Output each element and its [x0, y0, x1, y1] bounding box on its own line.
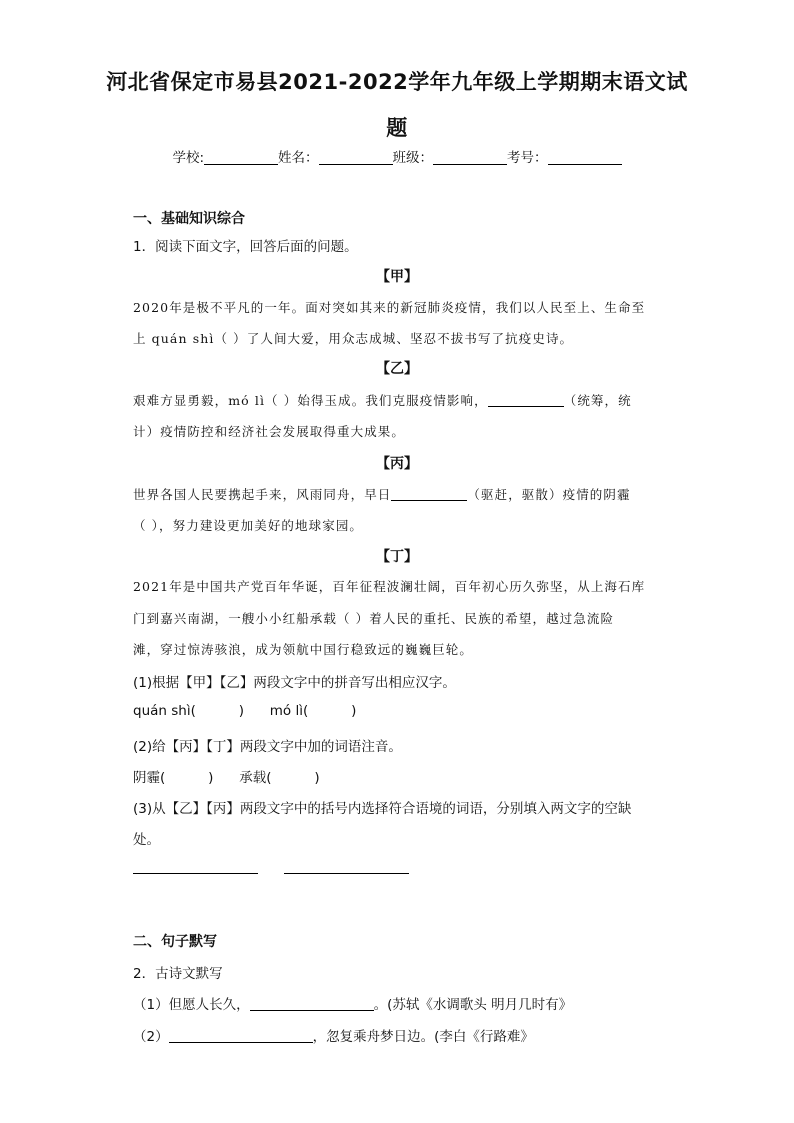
dictation-item-2: （2） ，忽复乘舟梦日边。(李白《行路难》: [133, 1029, 534, 1045]
document-title-continued: 题: [386, 116, 408, 140]
school-field[interactable]: [204, 150, 278, 165]
student-info-row: [0, 146, 794, 166]
section-heading-dictation: 二、句子默写: [133, 934, 217, 950]
bing-answer-blank[interactable]: [391, 488, 467, 501]
passage-bing-line-2: （ ），努力建设更加美好的地球家园。: [133, 518, 364, 533]
answer-line-2[interactable]: [284, 873, 409, 874]
answer-line-1[interactable]: [133, 873, 258, 874]
sub-question-1: (1)根据【甲】【乙】两段文字中的拼音写出相应汉字。: [133, 675, 456, 691]
passage-ding-label: 【丁】: [376, 549, 418, 565]
passage-ding-line-2: 门到嘉兴南湖，一艘小小红船承载（ ）着人民的重托、民族的希望，越过急流险: [133, 611, 615, 626]
passage-bing-line-1: 世界各国人民要携起手来，风雨同舟，早日 （驱赶，驱散）疫情的阴霾: [133, 487, 631, 502]
document-title: 河北省保定市易县2021-2022学年九年级上学期期末语文试: [106, 70, 688, 94]
name-field[interactable]: [319, 150, 393, 165]
sub-question-2: (2)给【丙】【丁】两段文字中加的词语注音。: [133, 739, 402, 755]
yi-answer-blank[interactable]: [488, 394, 564, 407]
passage-yi-label: 【乙】: [376, 361, 418, 377]
section-heading-basics: 一、基础知识综合: [133, 211, 245, 227]
passage-ding-line-3: 滩，穿过惊涛骇浪，成为领航中国行稳致远的巍巍巨轮。: [133, 642, 474, 657]
sub-question-3-line-2: 处。: [133, 832, 160, 848]
passage-jia-line-2: 上 quán shì（ ）了人间大爱，用众志成城、坚忍不拔书写了抗疫史诗。: [133, 331, 574, 346]
dictation-blank-2[interactable]: [169, 1030, 313, 1043]
passage-yi-line-1: 艰难方显勇毅，mó lì（ ）始得玉成。我们克服疫情影响， （统筹，统: [133, 393, 632, 408]
passage-jia-line-1: 2020年是极不平凡的一年。面对突如其来的新冠肺炎疫情，我们以人民至上、生命至: [133, 300, 646, 315]
dictation-item-1: （1）但愿人长久， 。(苏轼《水调歌头 明月几时有》: [133, 997, 573, 1013]
passage-ding-line-1: 2021年是中国共产党百年华诞，百年征程波澜壮阔，百年初心历久弥坚，从上海石库: [133, 579, 646, 594]
dictation-blank-1[interactable]: [250, 998, 374, 1011]
school-label: 学校:: [172, 150, 205, 166]
question-2-intro: 2．古诗文默写: [133, 966, 223, 982]
class-field[interactable]: [433, 150, 507, 165]
passage-bing-label: 【丙】: [376, 456, 418, 472]
sub-question-1-answer-row[interactable]: quán shì( ) mó lì( ): [133, 703, 357, 719]
passage-yi-line-2: 计）疫情防控和经济社会发展取得重大成果。: [133, 424, 406, 439]
exam-number-label: 考号：: [507, 150, 548, 166]
question-1-intro: 1．阅读下面文字，回答后面的问题。: [133, 239, 358, 255]
exam-number-field[interactable]: [548, 150, 622, 165]
name-label: 姓名：: [278, 150, 319, 166]
passage-jia-label: 【甲】: [376, 269, 418, 285]
sub-question-3-line-1: (3)从【乙】【丙】两段文字中的括号内选择符合语境的词语，分别填入两文字的空缺: [133, 801, 632, 817]
class-label: 班级：: [392, 150, 434, 166]
sub-question-2-answer-row[interactable]: 阴霾( ) 承载( ): [133, 770, 320, 786]
